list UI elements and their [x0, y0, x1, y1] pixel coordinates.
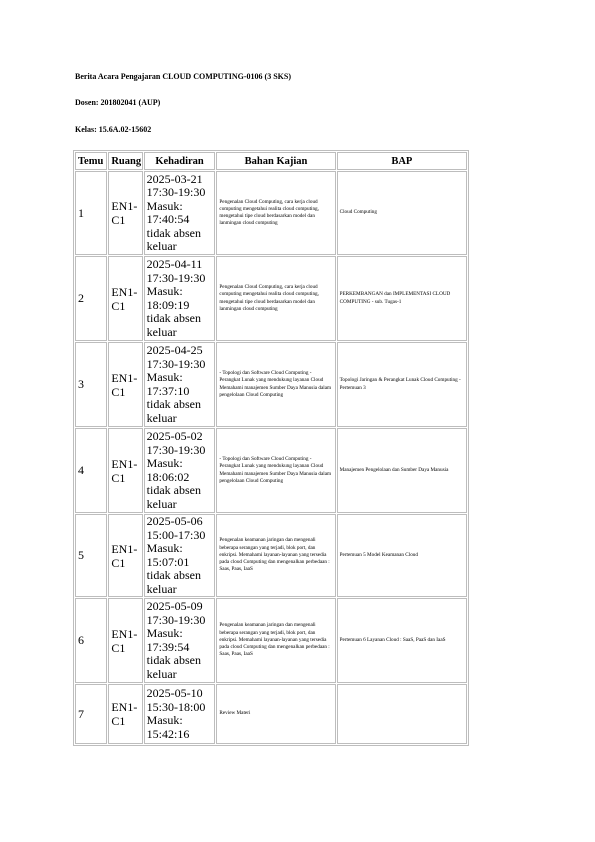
- material-cell: - Topologi dan Software Cloud Computing - Perangkat Lunak yang mendukung layanan Cloud Memahami manajemen Sumber Daya Manusia dalam pengelolaan Cloud Computing: [216, 428, 335, 513]
- attendance-line: 2025-04-11: [146, 257, 203, 271]
- attendance-line: 15:07:01: [146, 554, 190, 569]
- class-label: Kelas: 15.6A.02-15602: [75, 125, 152, 134]
- attendance-cell: [144, 514, 216, 597]
- room-cell: EN1-C1: [108, 514, 142, 597]
- room-cell: EN1-C1: [108, 598, 142, 683]
- attendance-line: keluar: [146, 239, 177, 253]
- table-row: [75, 342, 467, 427]
- attendance-line: tidak absen: [146, 397, 201, 411]
- attendance-line: Masuk:: [146, 370, 183, 384]
- table-row: [75, 428, 467, 513]
- table-row: [75, 256, 467, 341]
- table-row: [75, 598, 467, 683]
- table-row: [75, 171, 467, 255]
- material-cell: Pengenalan keamanan jaringan dan mengenali beberapa serangan yang terjadi, blok port, dan enkripsi. Memahami layanan-layanan yang tersedia pada cloud Computing dan mengenalkan perbedaan : Saas, Paas, IaaS: [216, 598, 335, 683]
- bap-cell: PERKEMBANGAN dan IMPLEMENTASI CLOUD COMPUTING - sub. Tugas-1: [337, 256, 467, 341]
- attendance-line: 17:39:54: [146, 639, 190, 654]
- room-cell: EN1-C1: [108, 171, 142, 255]
- material-cell: Pengenalan Cloud Computing, cara kerja cloud computing mengetahui realita cloud computing, mengetahui tipe cloud berdasarkan model dan lanmingan cloud computing: [216, 171, 335, 255]
- bap-cell: Pertemuan 6 Layanan Cloud : SaaS, PaaS dan IaaS: [337, 598, 467, 683]
- meeting-number-cell: 7: [75, 684, 107, 744]
- attendance-cell: [144, 342, 216, 427]
- bap-cell: Manajemen Pengelolaan dan Sumber Daya Manusia: [337, 428, 467, 513]
- attendance-line: 17:40:54: [146, 212, 190, 226]
- attendance-line: 17:30-19:30: [146, 270, 206, 285]
- material-cell: Review Materi: [216, 684, 335, 744]
- material-cell: - Topologi dan Software Cloud Computing - Perangkat Lunak yang mendukung layanan Cloud Memahami manajemen Sumber Daya Manusia dalam pengelolaan Cloud Computing: [216, 342, 335, 427]
- meeting-number-cell: 2: [75, 256, 107, 341]
- meeting-number-cell: 5: [75, 514, 107, 597]
- meeting-number-cell: 3: [75, 342, 107, 427]
- attendance-line: Masuk:: [146, 626, 183, 640]
- bap-cell: Cloud Computing: [337, 171, 467, 255]
- attendance-cell: [144, 598, 216, 683]
- meeting-number-cell: 4: [75, 428, 107, 513]
- table-row: [75, 514, 467, 597]
- attendance-line: 15:30-18:00: [146, 699, 206, 714]
- attendance-line: 2025-04-25: [146, 343, 203, 357]
- attendance-line: Masuk:: [146, 284, 183, 298]
- attendance-line: tidak absen: [146, 653, 201, 667]
- attendance-line: tidak absen: [146, 225, 201, 240]
- attendance-line: 17:30-19:30: [146, 442, 206, 457]
- attendance-line: 2025-05-09: [146, 599, 203, 613]
- room-cell: EN1-C1: [108, 342, 142, 427]
- lecturer-label: Dosen: 201802041 (AUP): [75, 98, 161, 107]
- attendance-line: keluar: [146, 410, 177, 425]
- attendance-line: tidak absen: [146, 568, 201, 582]
- attendance-cell: [144, 256, 216, 341]
- column-header-material: Bahan Kajian: [216, 152, 335, 170]
- room-cell: EN1-C1: [108, 684, 142, 744]
- attendance-line: 18:06:02: [146, 469, 190, 484]
- attendance-line: 2025-05-02: [146, 429, 203, 443]
- attendance-line: keluar: [146, 324, 177, 339]
- meeting-number-cell: 1: [75, 171, 107, 255]
- attendance-cell: [144, 684, 216, 744]
- attendance-line: 17:30-19:30: [146, 185, 206, 199]
- attendance-line: Masuk:: [146, 541, 183, 555]
- attendance-line: 17:30-19:30: [146, 356, 206, 371]
- attendance-line: keluar: [146, 581, 177, 596]
- report-title: Berita Acara Pengajaran CLOUD COMPUTING-0106 (3 SKS): [75, 72, 291, 81]
- attendance-line: Masuk:: [146, 456, 183, 470]
- attendance-line: keluar: [146, 496, 177, 511]
- room-cell: EN1-C1: [108, 428, 142, 513]
- attendance-line: 2025-05-06: [146, 514, 203, 528]
- column-header-bap: BAP: [337, 152, 467, 170]
- table-row: [75, 684, 467, 744]
- attendance-line: keluar: [146, 666, 177, 681]
- meeting-number-cell: 6: [75, 598, 107, 683]
- attendance-line: 2025-03-21: [146, 171, 203, 186]
- attendance-line: Masuk:: [146, 713, 183, 727]
- attendance-line: 17:30-19:30: [146, 612, 206, 627]
- attendance-cell: [144, 171, 216, 255]
- attendance-line: 18:09:19: [146, 297, 190, 312]
- attendance-line: tidak absen: [146, 483, 201, 497]
- room-cell: EN1-C1: [108, 256, 142, 341]
- attendance-line: 17:37:10: [146, 383, 190, 398]
- material-cell: Pengenalan Cloud Computing, cara kerja cloud computing mengetahui realita cloud computing, mengetahui tipe cloud berdasarkan model dan lanmingan cloud computing: [216, 256, 335, 341]
- material-cell: Pengenalan keamanan jaringan dan mengenali beberapa serangan yang terjadi, blok port, dan enkripsi. Memahami layanan-layanan yang tersedia pada cloud Computing dan mengenalkan perbedaan : Saas, Paas, IaaS: [216, 514, 335, 597]
- bap-cell: Pertemuan 5 Model Keamanan Cloud: [337, 514, 467, 597]
- attendance-line: tidak absen: [146, 311, 201, 325]
- table-body: [75, 171, 467, 744]
- column-header-meeting: Temu: [75, 152, 107, 170]
- bap-cell: [337, 684, 467, 744]
- column-header-attendance: Kehadiran: [144, 152, 216, 170]
- column-header-room: Ruang: [108, 152, 142, 170]
- attendance-line: 15:00-17:30: [146, 527, 206, 542]
- attendance-line: Masuk:: [146, 198, 183, 213]
- attendance-line: 2025-05-10: [146, 686, 203, 700]
- bap-cell: Topologi Jaringan & Perangkat Lunak Cloud Computing - Pertemuan 3: [337, 342, 467, 427]
- attendance-line: 15:42:16: [146, 726, 190, 741]
- teaching-record-table: [73, 150, 469, 746]
- attendance-cell: [144, 428, 216, 513]
- table-header-row: [75, 152, 467, 170]
